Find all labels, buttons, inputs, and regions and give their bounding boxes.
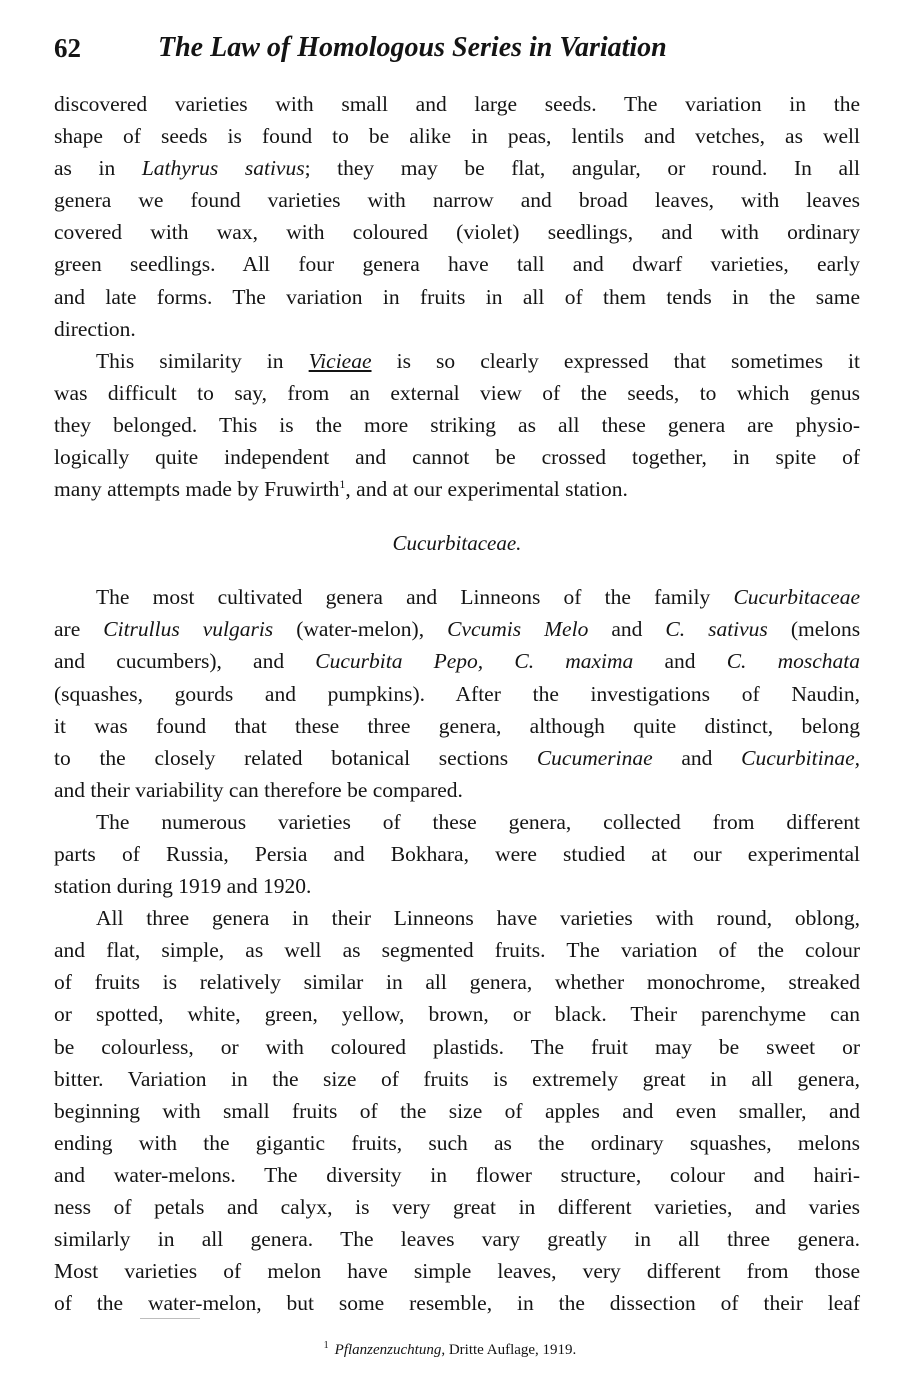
text-segment: is so clearly expressed that sometimes it [396, 348, 861, 373]
text-segment: similarly in all genera. The leaves vary greatly in all three genera. [54, 1227, 860, 1252]
text-line [54, 838, 860, 870]
text-line [54, 1095, 860, 1127]
text-line [54, 998, 860, 1030]
taxon-name: Cucurbitinae, [741, 745, 861, 770]
taxon-name: C. sativus [665, 617, 768, 642]
text-line [54, 934, 860, 966]
text-line [54, 1191, 860, 1223]
text-segment: green seedlings. All four genera have tall and dwarf varieties, early [54, 252, 860, 277]
text-line [54, 248, 860, 280]
text-line [54, 313, 860, 345]
footnote-mark: 1 [323, 1340, 329, 1351]
page-number: 62 [54, 33, 81, 63]
taxon-name: Citrullus vulgaris [103, 617, 274, 642]
text-segment: covered with wax, with coloured (violet) seedlings, and with ordinary [54, 220, 860, 245]
text-line [54, 1255, 860, 1287]
text-segment: (squashes, gourds and pumpkins). After the investigations of Naudin, [54, 681, 860, 706]
text-line [54, 1031, 860, 1063]
text-segment: , and at our experimental station. [345, 477, 628, 502]
text-segment: and flat, simple, as well as segmented fruits. The variation of the colour [54, 938, 860, 963]
text-line [54, 345, 860, 377]
text-line [54, 1159, 860, 1191]
text-line [54, 645, 860, 677]
text-line [54, 441, 860, 473]
text-line [54, 409, 860, 441]
text-line [54, 581, 860, 613]
text-line [54, 473, 860, 505]
text-segment: This similarity in [96, 348, 284, 373]
text-segment: and [611, 617, 643, 642]
text-segment: or spotted, white, green, yellow, brown, or black. Their parenchyme can [54, 1002, 860, 1027]
text-line [54, 377, 860, 409]
taxon-name: Cvcumis Melo [447, 617, 589, 642]
text-segment: (water-melon), [296, 617, 425, 642]
text-line [54, 152, 860, 184]
text-segment: shape of seeds is found to be alike in peas, lentils and vetches, as well [54, 124, 860, 149]
text-segment: The most cultivated genera and Linneons of the family [96, 585, 711, 610]
text-segment: discovered varieties with small and large seeds. The variation in the [54, 92, 860, 116]
text-line [54, 742, 860, 774]
text-line [54, 1127, 860, 1159]
text-segment: and [664, 649, 696, 674]
text-line [54, 281, 860, 313]
text-segment: ending with the gigantic fruits, such as the ordinary squashes, melons [54, 1130, 860, 1155]
text-line [54, 184, 860, 216]
text-line [54, 678, 860, 710]
taxon-name: Vicieae [308, 348, 372, 373]
text-segment: and water-melons. The diversity in flower structure, colour and hairi- [54, 1162, 860, 1187]
page-header [54, 28, 864, 74]
text-segment: be colourless, or with coloured plastids. The fruit may be sweet or [54, 1034, 860, 1059]
text-line [54, 88, 860, 120]
text-line [54, 710, 860, 742]
taxon-name: Cucumerinae [536, 745, 653, 770]
text-segment: bitter. Variation in the size of fruits is extremely great in all genera, [54, 1066, 860, 1091]
text-line [54, 216, 860, 248]
text-segment: of the water-melon, but some resemble, in the dissection of their leaf [54, 1291, 860, 1316]
text-line [54, 1063, 860, 1095]
text-segment: beginning with small fruits of the size of apples and even smaller, and [54, 1098, 860, 1123]
text-segment: many attempts made by Fruwirth [54, 477, 340, 502]
text-segment: genera we found varieties with narrow and broad leaves, with leaves [54, 188, 860, 213]
running-title: The Law of Homologous Series in Variation [158, 32, 667, 63]
text-line [54, 966, 860, 998]
text-segment: and their variability can therefore be compared. [54, 777, 463, 802]
text-segment: ness of petals and calyx, is very great in different varieties, and varies [54, 1195, 860, 1219]
footnote-title: Pflanzenzuchtung [334, 1342, 442, 1358]
text-line [54, 806, 860, 838]
text-segment: it was found that these three genera, although quite distinct, belong [54, 713, 860, 738]
taxon-name: Cucurbitaceae [733, 585, 861, 610]
text-line [54, 1287, 860, 1319]
text-segment: they belonged. This is the more striking as all these genera are physio- [54, 412, 860, 437]
text-segment: Most varieties of melon have simple leaves, very different from those [54, 1259, 860, 1284]
footnote-rest: , Dritte Auflage, 1919. [441, 1342, 577, 1358]
text-line [54, 613, 860, 645]
text-segment: to the closely related botanical sections [54, 745, 509, 770]
text-line [54, 774, 860, 806]
text-line [54, 120, 860, 152]
body-text [54, 88, 860, 1319]
text-segment: and cucumbers), and [54, 649, 285, 674]
text-segment: as in [54, 156, 116, 181]
text-segment: parts of Russia, Persia and Bokhara, were studied at our experimental [54, 841, 860, 866]
taxon-name: Cucurbita Pepo, C. maxima [315, 649, 634, 674]
text-segment: are [54, 617, 81, 642]
text-segment: of fruits is relatively similar in all genera, whether monochrome, streaked [54, 970, 860, 995]
text-segment: and [681, 745, 713, 770]
section-heading: Cucurbitaceae. [392, 531, 522, 556]
text-segment: (melons [790, 617, 861, 642]
text-segment: logically quite independent and cannot be crossed together, in spite of [54, 445, 860, 470]
text-line [54, 902, 860, 934]
text-segment: All three genera in their Linneons have varieties with round, oblong, [96, 906, 860, 931]
footnote [0, 1334, 900, 1362]
text-line [54, 1223, 860, 1255]
text-line [54, 870, 860, 902]
text-segment: and late forms. The variation in fruits in all of them tends in the same [54, 284, 860, 309]
text-segment: The numerous varieties of these genera, collected from different [96, 809, 860, 834]
footnote-rule [140, 1318, 200, 1319]
taxon-name: C. moschata [726, 649, 860, 674]
text-segment: was difficult to say, from an external view of the seeds, to which genus [54, 380, 860, 405]
text-segment: direction. [54, 316, 136, 341]
taxon-name: Lathyrus sativus [141, 156, 305, 181]
text-segment: ; they may be flat, angular, or round. In all [304, 156, 860, 181]
footnote-marker: 1 [339, 476, 346, 491]
text-segment: station during 1919 and 1920. [54, 874, 312, 899]
